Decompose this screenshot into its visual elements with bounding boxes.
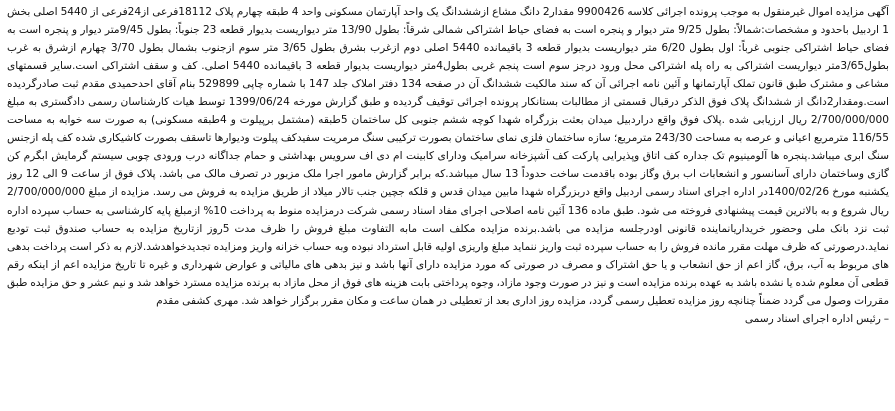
signature-line: – رئیس اداره اجرای اسناد رسمی — [744, 312, 889, 325]
announcement-document — [7, 3, 889, 407]
announcement-body: آگهی مزایده اموال غیرمنقول به موجب پرونده اجرائی کلاسه 9900426 مقدار2 دانگ مشاع ازششدانگ یک واحد آپارتمان مسکونی واحد 4 طبقه چهارم پلاک 18112فرعی از24فرعی از 5440 اصلی بخش 1 اردبیل باحدود و مشخصات:شمالاً: بطول 9/25 متر دیوار و پنجره است به فضای حیاط اشتراکی شمالی شرقاً: بطول 13/90 متر دیواریست بدیوار قطعه 23 جنوباً: بطول 9/45متر دیوار و پنجره است به فضای حیاط اشتراکی جنوبی غرباً: اول بطول 6/20 متر دیواریست بدیوار قطعه 3 باقیمانده 5440 اصلی دوم ازغرب بشرق بطول 3/65 متر سوم ازجنوب بشمال بطول 3/70 چهارم ازشرق به غرب بطول3/65متر دیواریست اشتراکی به راه پله اشتراکی محل ورود درجز سوم است پنجم غربی بطول4متر دیواریست بدیوار قطعه 3 باقیمانده 5440 اصلی. کف و سقف اشتراکی است.سایر قسمتهای مشاعی و مشترک طبق قانون تملک آپارتمانها و آئین نامه اجرائی آن که سند مالکیت ششدانگ آن در صفحه 134 دفتر املاک جلد 147 با شماره چاپی 529899 بنام آقای احدحمیدی مقدم ثبت صادرگردیده است.ومقدار2دانگ از ششدانگ پلاک فوق الذکر درقبال قسمتی از مطالبات بستانکار پرونده اجرائی توقیف گردیده و طبق گزارش مورخه 1399/06/24 توسط هیات کارشناسان رسمی دادگستری به مبلغ 2/700/000/000 ریال ارزیابی شده .پلاک فوق واقع دراردبیل میدان بعثت بزرگراه شهدا کوچه ششم جنوبی کل ساختمان 5طبقه (مشتمل برپیلوت و 4طبقه مسکونی) به صورت سه خوابه به مساحت 116/55 مترمربع اعیانی و عرصه به مساحت 243/30 مترمربع؛ سازه ساختمان فلزی نمای ساختمان بصورت ترکیبی سنگ مرمریت سفیدکف پیلوت ودیوارها تاسقف بصورت کاشیکاری شده کف پله ازجنس سنگ ابری میباشد.پنجره ها آلومینیوم تک جداره کف اتاق وپذیرایی پارکت کف آشپزخانه سرامیک ودارای کابینت ام دی اف سرویس بهداشتی و حمام جداگانه درب ورودی چوبی سیستم گرمایش ابگرم کن گازی وساختمان دارای آسانسور و انشعابات اب برق وگاز بوده باقدمت ساخت حدوداً 13 سال میباشد.که برابر گزارش مامور اجرا ملک مزبور در تصرف مالک می باشد. پلاک فوق از ساعت 9 الی 12 روز یکشنبه مورخ 1400/02/26در اداره اجرای اسناد رسمی اردبیل واقع دربزرگراه شهدا مابین میدان قدس و قلکه جچین جنب تالار میلاد از طریق مزایده به فروش می رسد. مزایده از مبلغ 2/700/000/000 ریال شروع و به بالاترین قیمت پیشنهادی فروخته می شود. طبق ماده 136 آئین نامه اصلاحی اجرای مفاد اسناد رسمی شرکت درمزایده منوط به پرداخت 10% ازمبلغ پایه کارشناسی به حساب سپرده اداره ثبت نزد بانک ملی وحضور خریداریانماینده قانونی اودرجلسه مزایده می باشد.برنده مزایده مکلف است مابه التفاوت مبلغ فروش را ظرف مدت 5روز ازتاریخ مزایده به حساب صندوق ثبت تودیع نماید.درصورتی که ظرف مهلت مقرر مانده فروش را به حساب سپرده ثبت واریز ننماید مبلغ واریزی اولیه قابل استرداد نبوده وبه حساب خزانه واریز ومزایده تجدیدخواهدشد.لازم به ذکر است پرداخت بدهی های مربوط به آب، برق، گاز اعم از حق انشعاب و یا حق اشتراک و مصرف در صورتی که مورد مزایده دارای آنها باشد و نیز بدهی های مالیاتی و عوارض شهرداری و غیره تا تاریخ مزایده اعم از اینکه رقم قطعی آن معلوم شده یا نشده باشد به عهده برنده مزایده است و نیز در صورت وجود مازاد، وجوه پرداختی بابت هزینه های فوق از محل مازاد به برنده مزایده مسترد خواهد شد و نیم عشر و حق مزایده طبق مقررات وصول می گردد ضمناً چنانچه روز مزایده تعطیل رسمی گردد، مزایده روز اداری بعد از تعطیلی در همان ساعت و مکان مقرر برگزار خواهد شد. مهری کشفی مقدم — [7, 6, 889, 307]
